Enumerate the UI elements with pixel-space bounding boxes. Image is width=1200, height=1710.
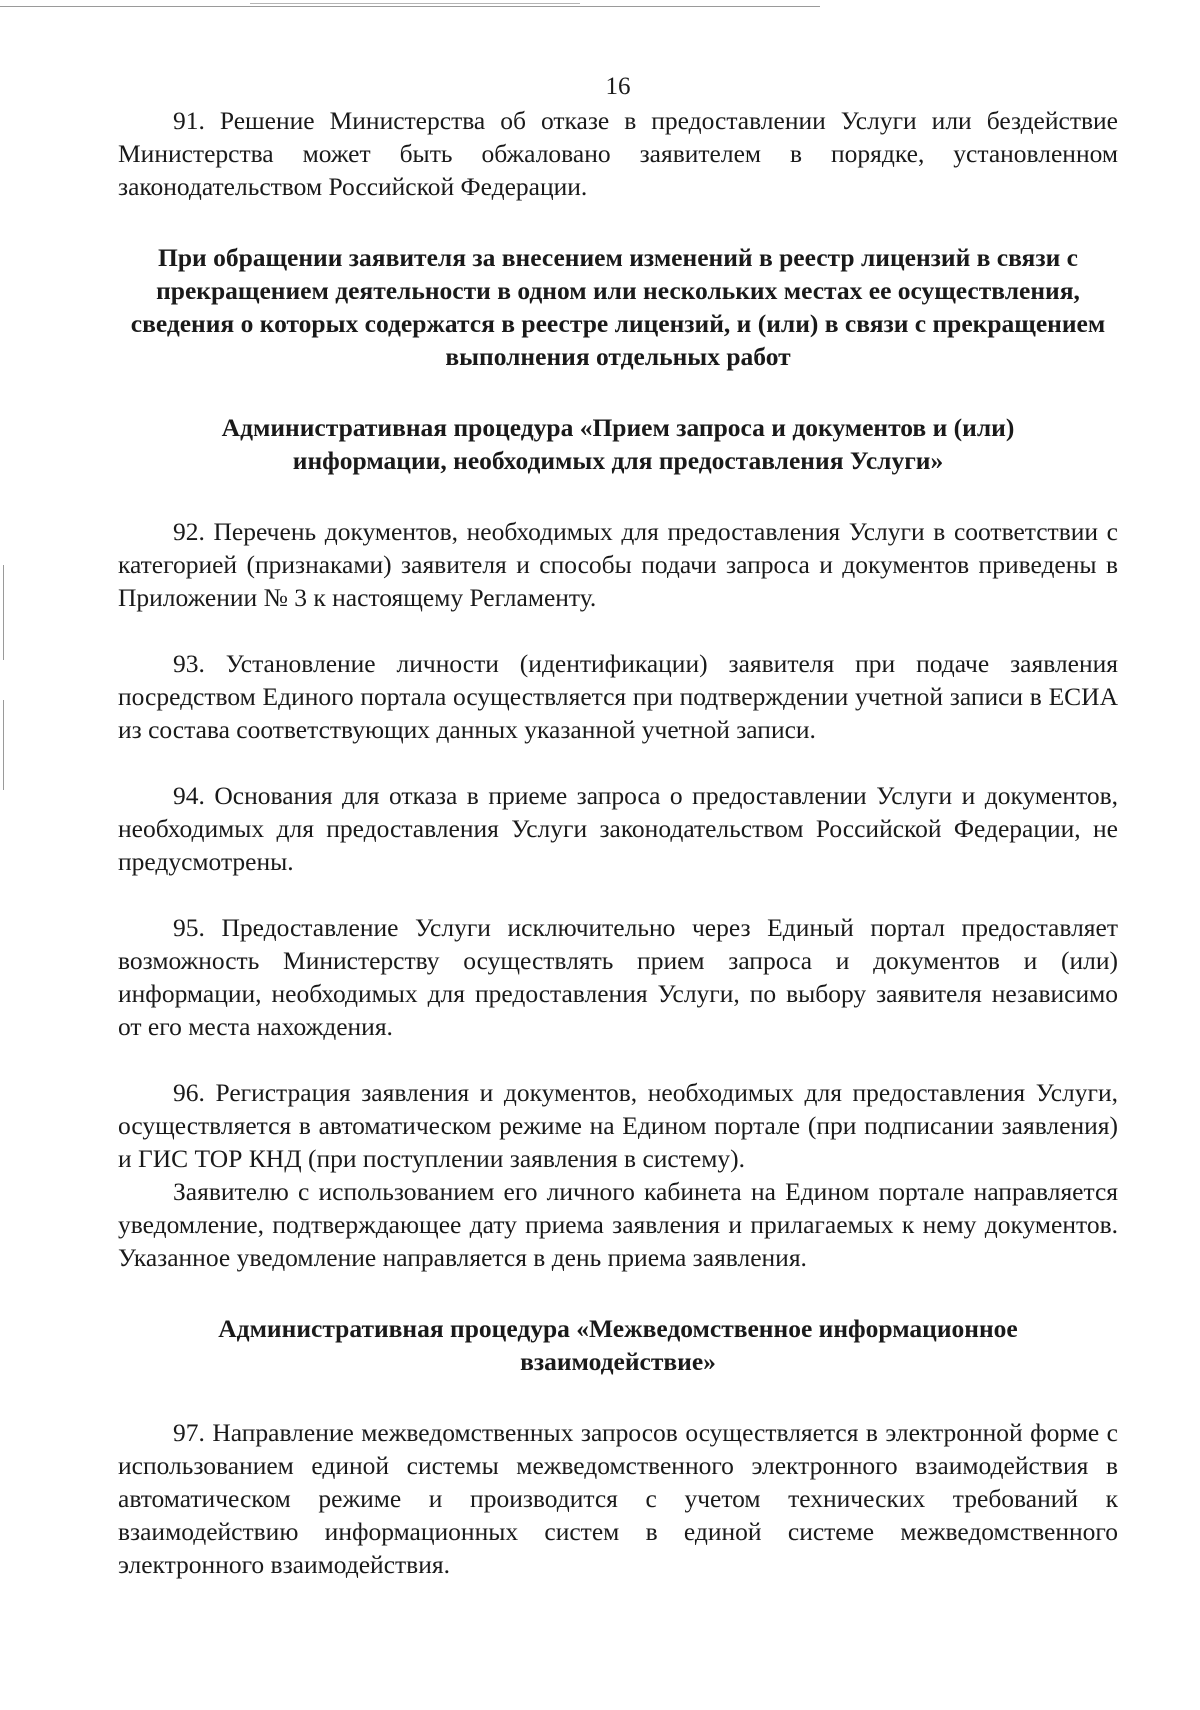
document-page [118, 72, 1118, 1581]
scan-edge-line [0, 6, 820, 7]
paragraph-91: 91. Решение Министерства об отказе в предоставлении Услуги или бездействие Министерства может быть обжаловано заявителем в порядке, установленном законодательством Российской Федерации. [118, 106, 1118, 201]
section-heading: При обращении заявителя за внесением изменений в реестр лицензий в связи с прекращением деятельности в одном или нескольких местах ее осуществления, сведения о которых содержатся в реестре лицензий, и (или) в связи с прекращением выполнения отдельных работ [130, 243, 1106, 371]
paragraph-96-notification: Заявителю с использованием его личного кабинета на Едином портале направляется уведомление, подтверждающее дату приема заявления и прилагаемых к нему документов. Указанное уведомление направляется в день приема заявления. [118, 1177, 1118, 1272]
paragraph-96: 96. Регистрация заявления и документов, необходимых для предоставления Услуги, осуществляется в автоматическом режиме на Едином портале (при подписании заявления) и ГИС ТОР КНД (при поступлении заявления в систему). [118, 1078, 1118, 1173]
page-number: 16 [605, 73, 631, 100]
paragraph-92: 92. Перечень документов, необходимых для предоставления Услуги в соответствии с категорией (признаками) заявителя и способы подачи запроса и документов приведены в Приложении № 3 к настоящему Регламенту. [118, 517, 1118, 612]
paragraph-94: 94. Основания для отказа в приеме запроса о предоставлении Услуги и документов, необходимых для предоставления Услуги законодательством Российской Федерации, не предусмотрены. [118, 781, 1118, 876]
scan-margin-mark [3, 565, 4, 660]
paragraph-97: 97. Направление межведомственных запросов осуществляется в электронной форме с использованием единой системы межведомственного электронного взаимодействия в автоматическом режиме и производится с учетом технических требований к взаимодействию информационных систем в единой системе межведомственного электронного взаимодействия. [118, 1418, 1118, 1579]
scan-edge-line [250, 3, 580, 4]
procedure-heading-interagency: Административная процедура «Межведомственное информационное взаимодействие» [218, 1314, 1018, 1376]
paragraph-95: 95. Предоставление Услуги исключительно через Единый портал предоставляет возможность Министерству осуществлять прием запроса и документов и (или) информации, необходимых для предоставления Услуги, по выбору заявителя независимо от его места нахождения. [118, 913, 1118, 1041]
paragraph-93: 93. Установление личности (идентификации) заявителя при подаче заявления посредством Единого портала осуществляется при подтверждении учетной записи в ЕСИА из состава соответствующих данных указанной учетной записи. [118, 649, 1118, 744]
procedure-heading-reception: Административная процедура «Прием запроса и документов и (или) информации, необходимых для предоставления Услуги» [221, 413, 1015, 475]
scan-margin-mark [3, 700, 4, 790]
